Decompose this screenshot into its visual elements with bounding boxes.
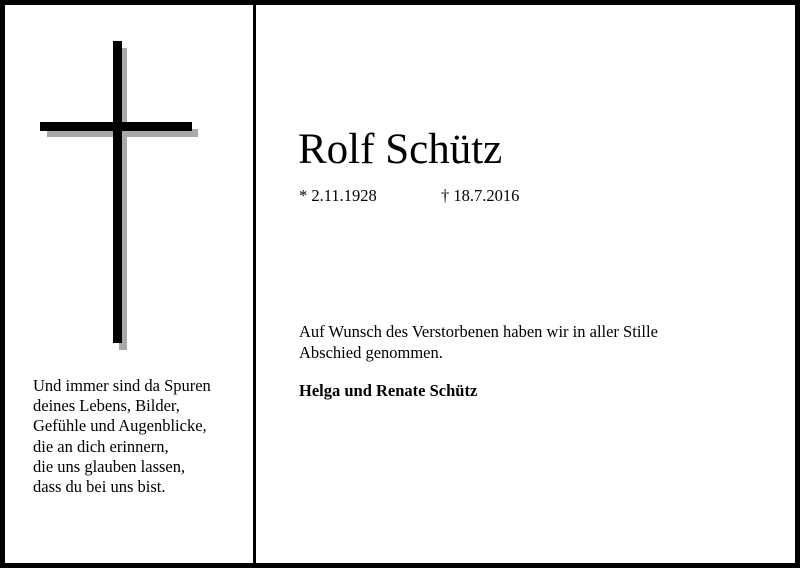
poem-line: Gefühle und Augenblicke, (33, 416, 207, 436)
panel-divider (253, 0, 256, 568)
cross-bar-horizontal (40, 122, 192, 131)
birth-date: * 2.11.1928 (299, 186, 377, 205)
poem-line: die an dich erinnern, (33, 436, 169, 456)
message-line: Auf Wunsch des Verstorbenen haben wir in aller Stille (299, 322, 658, 341)
poem-line: deines Lebens, Bilder, (33, 396, 180, 416)
poem-line: die uns glauben lassen, (33, 456, 186, 476)
cross-bar-vertical (113, 41, 122, 343)
message-line: Abschied genommen. (299, 342, 443, 362)
poem-line: Und immer sind da Spuren (33, 376, 211, 395)
farewell-message (299, 322, 759, 363)
poem-line: dass du bei uns bist. (33, 477, 166, 497)
deceased-name: Rolf Schütz (298, 126, 503, 173)
memorial-poem (33, 376, 248, 497)
mourners-signature: Helga und Renate Schütz (299, 381, 478, 400)
death-date: † 18.7.2016 (441, 186, 520, 205)
